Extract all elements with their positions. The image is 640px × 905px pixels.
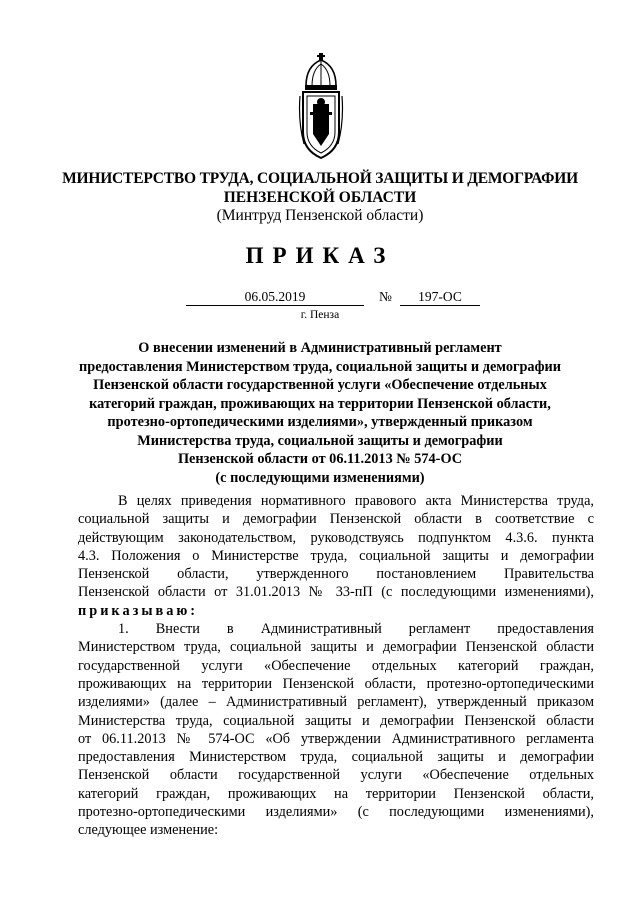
body-line: Пензенской области, утвержденного постановлением Правительства xyxy=(78,566,594,583)
ministry-short-name: (Минтруд Пензенской области) xyxy=(216,207,424,224)
order-date: 06.05.2019 xyxy=(186,288,364,306)
ministry-name-line1: МИНИСТЕРСТВО ТРУДА, СОЦИАЛЬНОЙ ЗАЩИТЫ И ДЕМОГРАФИИ xyxy=(62,170,578,187)
ministry-name-line2: ПЕНЗЕНСКОЙ ОБЛАСТИ xyxy=(223,189,417,206)
body-line: 1. Внести в Административный регламент предоставления xyxy=(118,621,594,638)
body-line: Министерством труда, социальной защиты и демографии Пензенской области xyxy=(78,639,594,656)
number-sign: № xyxy=(379,289,392,304)
body-line: проживающих на территории Пензенской области, протезно-ортопедическими xyxy=(78,675,594,692)
heading-line: Министерства труда, социальной защиты и демографии xyxy=(137,432,503,449)
body-line: предоставления Министерством труда, социальной защиты и демографии xyxy=(78,749,594,766)
body-line: государственной услуги «Обеспечение отдельных категорий граждан, xyxy=(78,657,594,674)
order-heading xyxy=(60,339,580,487)
body-line: изделиями» (далее – Административный регламент), утвержденный приказом xyxy=(78,694,594,711)
heading-line: категорий граждан, проживающих на территории Пензенской области, xyxy=(89,395,551,412)
heading-line: Пензенской области от 06.11.2013 № 574-ОС xyxy=(177,451,463,467)
heading-line: О внесении изменений в Административный регламент xyxy=(138,340,502,356)
heading-line: протезно-ортопедическими изделиями», утвержденный приказом xyxy=(107,414,533,430)
heading-line: (с последующими изменениями) xyxy=(215,469,425,486)
heading-line: предоставления Министерством труда, социальной защиты и демографии xyxy=(79,358,561,375)
body-line: категорий граждан, проживающих на территории Пензенской области, xyxy=(78,785,594,802)
body-line: 4.3. Положения о Министерстве труда, социальной защиты и демографии xyxy=(78,547,594,564)
body-line: Пензенской области от 31.01.2013 № 33-пП (с последующими изменениями), xyxy=(78,584,594,601)
document-type-title: ПРИКАЗ xyxy=(245,243,395,268)
body-line-order-word: приказываю: xyxy=(78,602,199,619)
body-line: от 06.11.2013 № 574-ОС «Об утверждении Административного регламента xyxy=(78,730,594,747)
body-line: Пензенской области государственной услуги «Обеспечение отдельных xyxy=(78,767,594,784)
body-line: В целях приведения нормативного правового акта Министерства труда, xyxy=(118,493,594,509)
city-label: г. Пенза xyxy=(300,309,340,321)
body-line: действующим законодательством, руководствуясь подпунктом 4.3.6. пункта xyxy=(78,529,594,546)
heading-line: Пензенской области государственной услуги «Обеспечение отдельных xyxy=(93,377,547,393)
body-line: протезно-ортопедическими изделиями» (с последующими изменениями), xyxy=(78,804,594,821)
order-body xyxy=(78,492,594,840)
order-number: 197-ОС xyxy=(400,288,480,306)
body-line: Министерства труда, социальной защиты и демографии Пензенской области xyxy=(78,712,594,729)
body-line: социальной защиты и демографии Пензенской области в соответствие с xyxy=(78,511,594,528)
coat-of-arms-emblem xyxy=(298,52,344,164)
body-line: следующее изменение: xyxy=(78,822,219,839)
